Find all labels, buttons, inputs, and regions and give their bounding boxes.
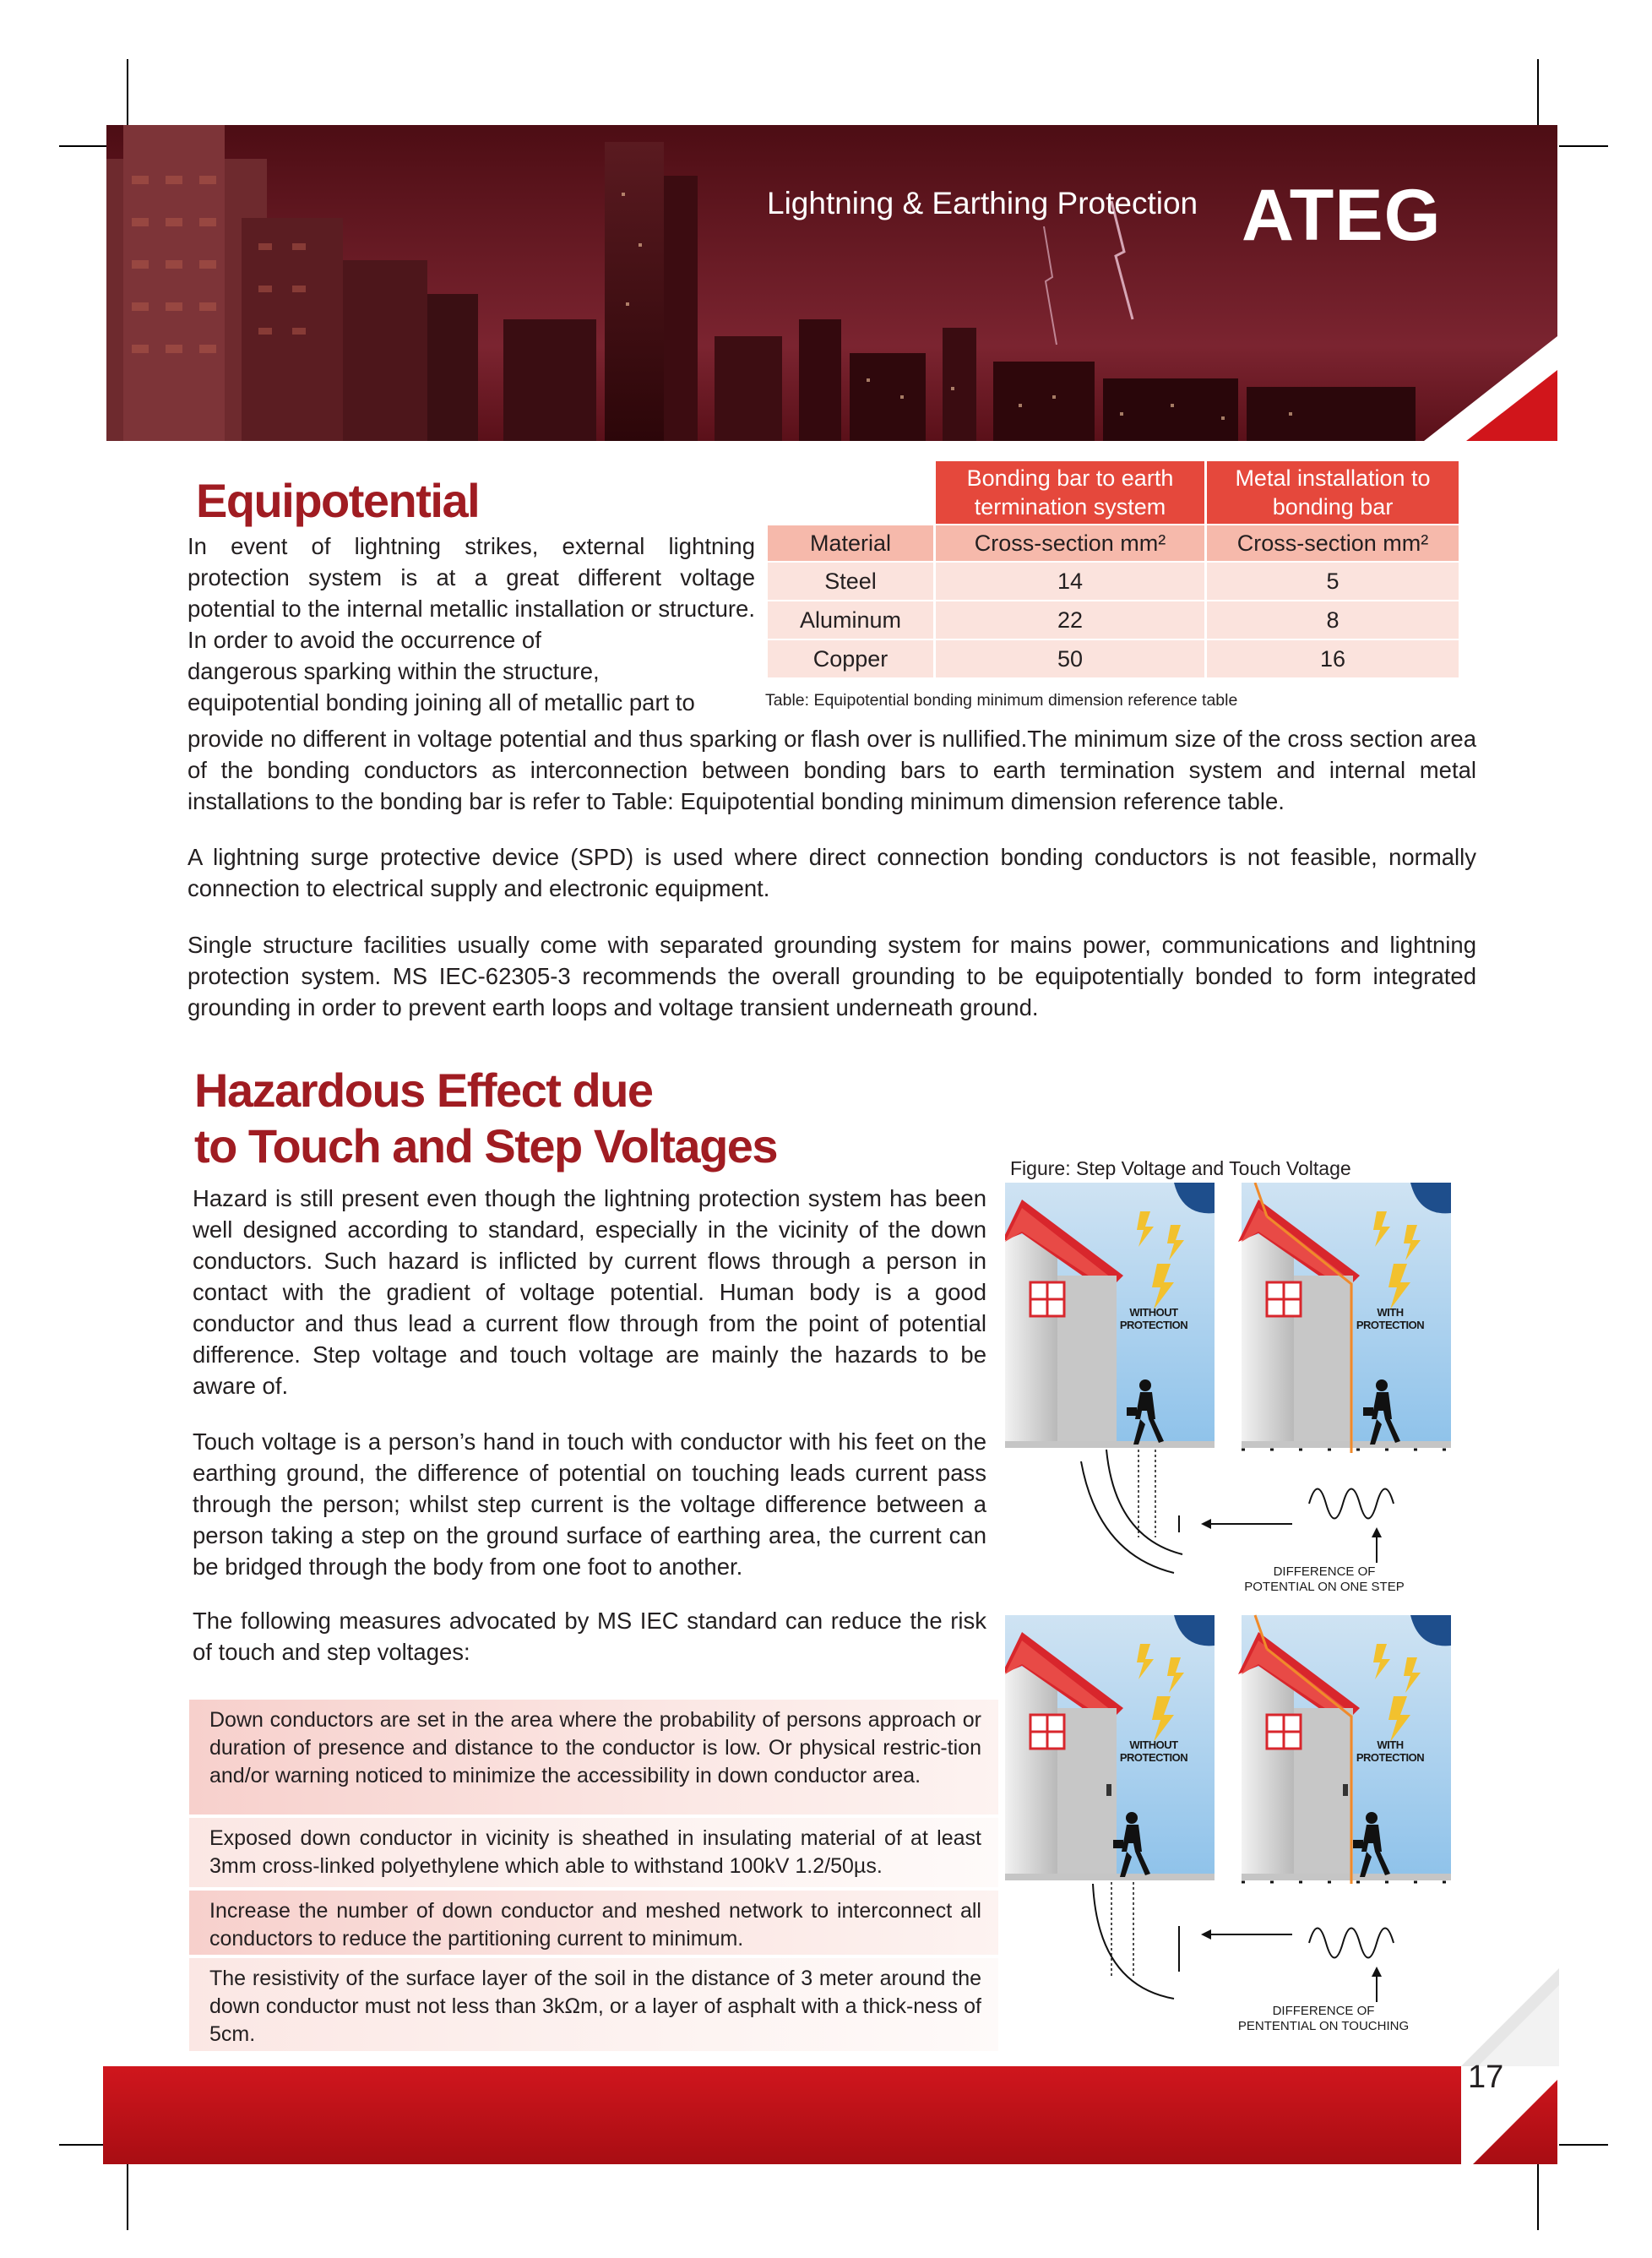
table-cell: 16 xyxy=(1207,640,1459,677)
touch-label-line: PENTENTIAL ON TOUCHING xyxy=(1237,2019,1410,2033)
intro-line: equipotential bonding joining all of metallic part to xyxy=(187,689,695,715)
with-label-line: WITH xyxy=(1377,1738,1404,1751)
header-banner xyxy=(106,125,1557,441)
intro-paragraph xyxy=(187,530,755,718)
table-cell: 8 xyxy=(1207,601,1459,639)
crop-mark xyxy=(1559,145,1608,147)
with-label-line: WITH xyxy=(1377,1306,1404,1319)
section-heading-equipotential: Equipotential xyxy=(196,474,480,527)
table-header-cell: Metal installation to bonding bar xyxy=(1207,461,1459,524)
table-row xyxy=(768,563,1459,600)
table-cell: 22 xyxy=(936,601,1204,639)
table-subheader-cell: Cross-section mm² xyxy=(936,525,1204,561)
intro-line: In event of lightning strikes, external lightning protection system is at a great different voltage potential to the internal metallic installation or structure. In order to avoid the occurrence of xyxy=(187,533,755,653)
step-label-line: POTENTIAL ON ONE STEP xyxy=(1244,1580,1405,1594)
equipotential-paragraph-1: provide no different in voltage potential and thus sparking or flash over is nullified.The minimum size of the cross section area of the bonding conductors as interconnection between bonding bars to earth termination system and internal metal installations to the bonding bar is refer to Table: Equipotential bonding minimum dimension reference table. xyxy=(187,726,1476,814)
crop-mark xyxy=(1559,2144,1608,2146)
measure-item: Down conductors are set in the area where the probability of persons approach or duration of presence and distance to the conductor is low. Or physical restric-tion and/or warning noticed to minimize the accessibility in down conductor area. xyxy=(189,1700,998,1815)
with-label-line: PROTECTION xyxy=(1356,1319,1425,1331)
table-header-row xyxy=(768,461,1459,524)
brand-subtitle: Lightning & Earthing Protection xyxy=(767,186,1198,220)
table-cell: 50 xyxy=(936,640,1204,677)
table-row xyxy=(768,640,1459,677)
figure-caption: Figure: Step Voltage and Touch Voltage xyxy=(1010,1157,1351,1179)
page-number: 17 xyxy=(1468,2059,1504,2095)
table-header-blank xyxy=(768,461,933,524)
with-protection-label xyxy=(1348,1306,1432,1331)
brand-logo: ATEG xyxy=(1242,175,1442,256)
table-cell: Copper xyxy=(768,640,933,677)
intro-line: dangerous sparking within the structure, xyxy=(187,658,600,684)
without-protection-label xyxy=(1111,1738,1196,1764)
without-protection-label xyxy=(1111,1306,1196,1331)
table-subheader-row xyxy=(768,525,1459,561)
table-cell: Aluminum xyxy=(768,601,933,639)
measure-item: Exposed down conductor in vicinity is sheathed in insulating material of at least 3mm cross-linked polyethylene which able to withstand 100kV 1.2/50µs. xyxy=(189,1818,998,1887)
table-cell: 14 xyxy=(936,563,1204,600)
equipotential-paragraph-3: Single structure facilities usually come with separated grounding system for mains power, communications and lightning protection system. MS IEC-62305-3 recommends the overall grounding to be equipotentially bonded to form integrated grounding in order to prevent earth loops and voltage transient underneath ground. xyxy=(187,932,1476,1020)
table-subheader-cell: Material xyxy=(768,525,933,561)
measure-item: The resistivity of the surface layer of the soil in the distance of 3 meter around the down conductor must not less than 3kΩm, or a layer of asphalt with a thick-ness of 5cm. xyxy=(189,1958,998,2051)
section-heading-hazard-line2: to Touch and Step Voltages xyxy=(194,1119,778,1173)
step-potential-label xyxy=(1240,1564,1409,1595)
table-header-cell: Bonding bar to earth termination system xyxy=(936,461,1204,524)
table-cell: Steel xyxy=(768,563,933,600)
table-caption: Table: Equipotential bonding minimum dimension reference table xyxy=(765,691,1238,710)
crop-mark xyxy=(1537,2163,1539,2230)
footer-bar xyxy=(103,2066,1557,2164)
with-label-line: PROTECTION xyxy=(1356,1751,1425,1764)
crop-mark xyxy=(59,2144,108,2146)
with-protection-label xyxy=(1348,1738,1432,1764)
step-label-line: DIFFERENCE OF xyxy=(1273,1564,1376,1579)
city-skyline-image xyxy=(106,125,1557,441)
crop-mark xyxy=(1537,59,1539,127)
without-label-line: WITHOUT xyxy=(1129,1738,1178,1751)
without-label-line: WITHOUT xyxy=(1129,1306,1178,1319)
section-heading-hazard-line1: Hazardous Effect due xyxy=(194,1064,653,1117)
hazard-paragraph-3: The following measures advocated by MS IEC standard can reduce the risk of touch and step voltages: xyxy=(193,1608,986,1665)
table-cell: 5 xyxy=(1207,563,1459,600)
crop-mark xyxy=(59,145,108,147)
bonding-dimension-table xyxy=(765,460,1461,679)
table-row xyxy=(768,601,1459,639)
table-subheader-cell: Cross-section mm² xyxy=(1207,525,1459,561)
equipotential-paragraph-2: A lightning surge protective device (SPD) is used where direct connection bonding conductors is not feasible, normally connection to electrical supply and electronic equipment. xyxy=(187,844,1476,901)
without-label-line: PROTECTION xyxy=(1119,1319,1188,1331)
hazard-paragraph-2: Touch voltage is a person’s hand in touch with conductor with his feet on the earthing ground, the difference of potential on touching leads current pass through the person; whilst step current is the voltage difference between a person taking a step on the ground surface of earthing area, the current can be bridged through the body from one foot to another. xyxy=(193,1428,986,1580)
crop-mark xyxy=(127,2163,128,2230)
measure-item: Increase the number of down conductor and meshed network to interconnect all conductors to reduce the partitioning current to minimum. xyxy=(189,1891,998,1955)
crop-mark xyxy=(127,59,128,127)
without-label-line: PROTECTION xyxy=(1119,1751,1188,1764)
touch-potential-label xyxy=(1235,2004,1412,2034)
touch-label-line: DIFFERENCE OF xyxy=(1272,2004,1375,2018)
hazard-paragraph-1: Hazard is still present even though the lightning protection system has been well designed according to standard, especially in the vicinity of the down conductors. Such hazard is inflicted by current flows through a person in contact with the gradient of voltage potential. Human body is a good conductor and thus lead a current flow through from the point of potential difference. Step voltage and touch voltage are mainly the hazards to be aware of. xyxy=(193,1185,986,1399)
